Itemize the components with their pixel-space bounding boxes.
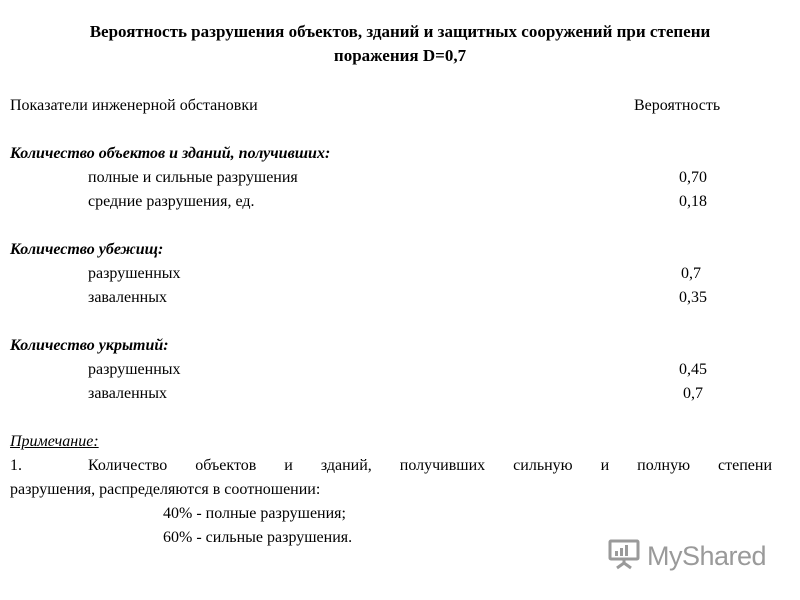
note-number: 1. — [10, 457, 22, 474]
row-label: разрушенных — [88, 265, 181, 282]
row-label: полные и сильные разрушения — [88, 169, 298, 186]
row-label: заваленных — [88, 385, 167, 402]
title-line-1: Вероятность разрушения объектов, зданий и защитных сооружений при степени — [89, 22, 711, 41]
note-heading: Примечание: — [10, 433, 99, 450]
note-text-line-1: Количество объектов и зданий, получивших сильную и полную степени — [88, 457, 772, 474]
section-heading-covers: Количество укрытий: — [10, 337, 169, 354]
document-title — [20, 20, 780, 68]
row-value: 0,7 — [683, 385, 703, 402]
row-value: 0,45 — [679, 361, 707, 378]
row-value: 0,7 — [681, 265, 701, 282]
row-label: заваленных — [88, 289, 167, 306]
row-label: средние разрушения, ед. — [88, 193, 255, 210]
presentation-board-icon — [607, 537, 641, 576]
column-header-indicators: Показатели инженерной обстановки — [10, 97, 258, 114]
note-item-strong: 60% - сильные разрушения. — [163, 529, 353, 546]
row-value: 0,18 — [679, 193, 707, 210]
section-heading-objects: Количество объектов и зданий, получивших: — [10, 145, 331, 162]
watermark-logo — [607, 536, 766, 576]
title-line-2: поражения D=0,7 — [333, 46, 467, 65]
note-text-line-2: разрушения, распределяются в соотношении: — [10, 481, 321, 498]
column-header-probability: Вероятность — [634, 97, 721, 114]
row-value: 0,70 — [679, 169, 707, 186]
note-item-full: 40% - полные разрушения; — [163, 505, 346, 522]
watermark-text: MyShared — [647, 540, 767, 571]
section-heading-shelters: Количество убежищ: — [10, 241, 164, 258]
row-value: 0,35 — [679, 289, 707, 306]
row-label: разрушенных — [88, 361, 181, 378]
